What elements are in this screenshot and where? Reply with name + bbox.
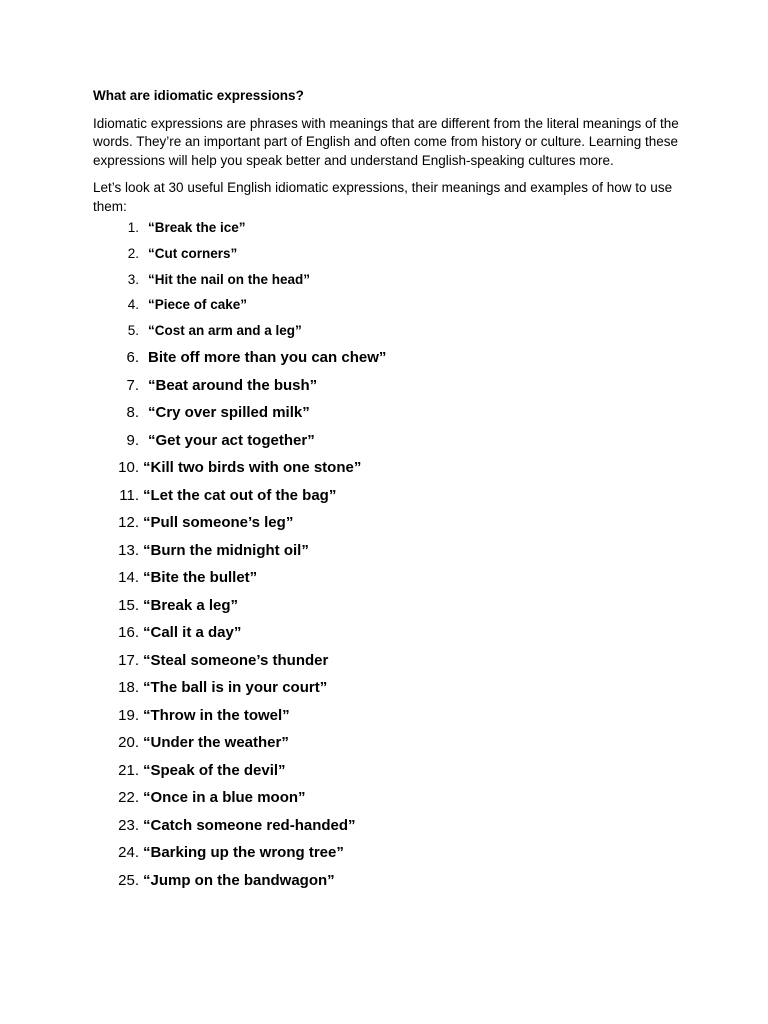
list-item-number: 21. (118, 761, 139, 779)
list-item-number: 13. (118, 541, 139, 559)
list-item-number: 2. (127, 245, 139, 261)
list-item-text: “Break the ice” (148, 220, 246, 236)
list-item-text: “Cut corners” (148, 245, 238, 261)
list-item (93, 432, 693, 460)
list-item-number: 7. (126, 376, 139, 394)
list-item (93, 872, 693, 900)
list-item (93, 220, 693, 246)
list-item-text: “Beat around the bush” (148, 376, 318, 394)
list-item (93, 404, 693, 432)
list-intro-paragraph: Let’s look at 30 useful English idiomatic expressions, their meanings and examples of how to use them: (93, 180, 673, 214)
list-item-number: 17. (118, 651, 139, 669)
list-item-number: 16. (118, 624, 139, 642)
list-item-text: “Call it a day” (143, 624, 242, 642)
list-item (93, 514, 693, 542)
list-item-text: “Steal someone’s thunder (143, 651, 329, 669)
list-item (93, 542, 693, 570)
list-item (93, 679, 693, 707)
list-item-number: 12. (118, 514, 139, 532)
list-item (93, 459, 693, 487)
list-item (93, 844, 693, 872)
list-item (93, 817, 693, 845)
idiom-list (93, 220, 693, 899)
list-item (93, 624, 693, 652)
list-item-text: “Catch someone red-handed” (143, 816, 356, 834)
list-item-number: 4. (127, 297, 139, 313)
list-item (93, 246, 693, 272)
list-item-number: 14. (118, 569, 139, 587)
list-item (93, 707, 693, 735)
list-item-number: 24. (118, 844, 139, 862)
list-item-text: “Cost an arm and a leg” (148, 323, 302, 339)
intro-paragraph: Idiomatic expressions are phrases with meanings that are different from the literal meanings of the words. They’re an important part of English and often come from history or culture. Learning these expressions will help you speak better and understand English-speaking cultures more. (93, 116, 679, 168)
list-item-text: “Hit the nail on the head” (148, 271, 311, 287)
document-heading: What are idiomatic expressions? (93, 88, 304, 103)
list-item-text: “Let the cat out of the bag” (143, 486, 337, 504)
list-item-number: 9. (126, 431, 139, 449)
list-item-number: 20. (118, 734, 139, 752)
list-item-text: “Bite the bullet” (143, 569, 258, 587)
list-item (93, 297, 693, 323)
list-item (93, 789, 693, 817)
list-item-number: 3. (127, 271, 139, 287)
list-item (93, 323, 693, 349)
list-item-number: 25. (118, 871, 139, 889)
list-item-text: “Jump on the bandwagon” (143, 871, 335, 889)
list-item-number: 18. (118, 679, 139, 697)
list-item (93, 762, 693, 790)
list-item-number: 5. (127, 323, 139, 339)
list-item-text: “Pull someone’s leg” (143, 514, 294, 532)
list-item (93, 569, 693, 597)
document-page (93, 87, 693, 899)
list-item-number: 15. (118, 596, 139, 614)
list-item-text: “Throw in the towel” (143, 706, 290, 724)
list-item-text: “Piece of cake” (148, 297, 248, 313)
list-item-text: “Burn the midnight oil” (143, 541, 309, 559)
list-item-number: 10. (118, 459, 139, 477)
list-item-number: 8. (126, 404, 139, 422)
list-item (93, 597, 693, 625)
list-item-text: “Break a leg” (143, 596, 239, 614)
list-item (93, 272, 693, 298)
list-item-text: “Under the weather” (143, 734, 289, 752)
list-item-number: 22. (118, 789, 139, 807)
list-item-number: 6. (126, 349, 139, 367)
list-item (93, 652, 693, 680)
list-item (93, 349, 693, 377)
list-item-text: “Get your act together” (148, 431, 315, 449)
list-item (93, 377, 693, 405)
list-item (93, 734, 693, 762)
list-item-number: 1. (127, 220, 139, 236)
list-item-text: “Barking up the wrong tree” (143, 844, 344, 862)
list-item-text: “Kill two birds with one stone” (143, 459, 362, 477)
list-item-number: 19. (118, 706, 139, 724)
list-item-text: Bite off more than you can chew” (148, 349, 387, 367)
list-item (93, 487, 693, 515)
list-item-text: “Cry over spilled milk” (148, 404, 310, 422)
list-item-text: “Once in a blue moon” (143, 789, 306, 807)
list-item-text: “Speak of the devil” (143, 761, 286, 779)
list-item-number: 11. (119, 486, 139, 504)
list-item-number: 23. (118, 816, 139, 834)
list-item-text: “The ball is in your court” (143, 679, 328, 697)
